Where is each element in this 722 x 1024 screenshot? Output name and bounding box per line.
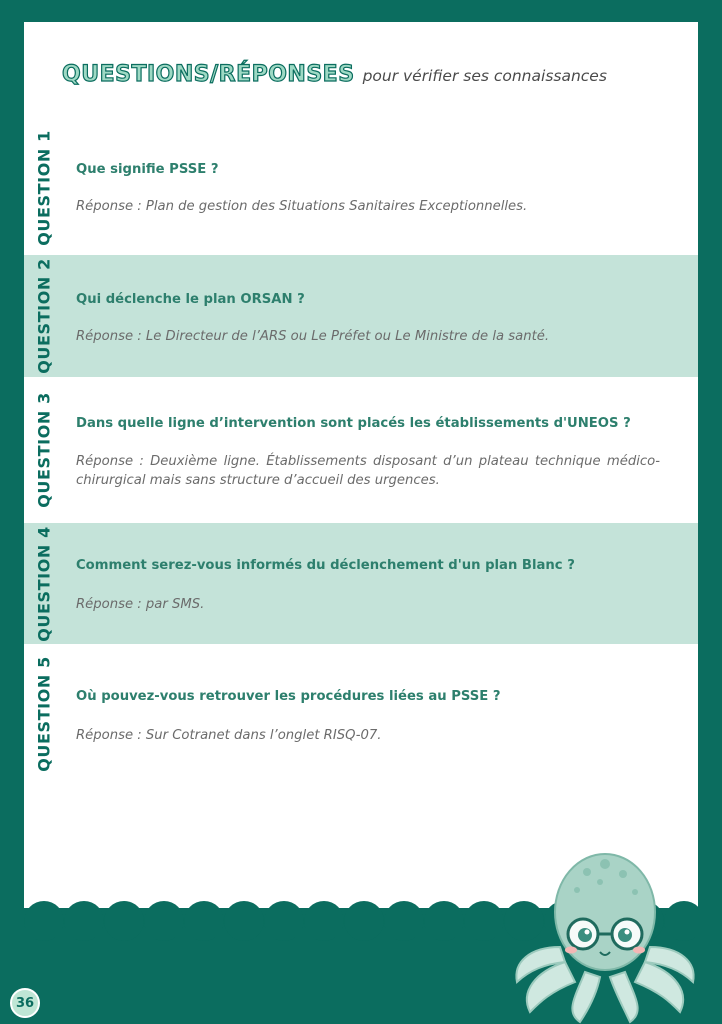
question-text-4: Comment serez-vous informés du déclenchement d'un plan Blanc ? (76, 558, 575, 573)
question-text-1: Que signifie PSSE ? (76, 162, 219, 177)
question-label-4: QUESTION 4 (34, 525, 54, 642)
page-number-badge (10, 988, 40, 1018)
question-label-3: QUESTION 3 (34, 392, 54, 508)
page-number: 36 (15, 995, 35, 1011)
page-header (62, 62, 682, 87)
question-label-5: QUESTION 5 (34, 656, 54, 772)
question-text-3: Dans quelle ligne d’intervention sont placés les établissements d'UNEOS ? (76, 416, 631, 431)
question-label-1: QUESTION 1 (34, 129, 54, 246)
answer-text-3: Réponse : Deuxième ligne. Établissements disposant d’un plateau technique médico-chirurgical mais sans structure d’accueil des urgences. (76, 454, 660, 488)
octopus-mascot-icon (505, 842, 705, 1024)
page-title: QUESTIONS/RÉPONSES (62, 62, 355, 87)
question-block-5 (24, 644, 698, 784)
question-block-1 (24, 120, 698, 255)
question-text-5: Où pouvez-vous retrouver les procédures liées au PSSE ? (76, 689, 501, 704)
answer-text-1: Réponse : Plan de gestion des Situations Sanitaires Exceptionnelles. (76, 199, 528, 214)
question-block-4 (24, 523, 698, 644)
question-label-2: QUESTION 2 (34, 258, 54, 374)
question-block-3 (24, 377, 698, 523)
question-block-2 (24, 255, 698, 377)
page-sheet (24, 22, 698, 952)
question-text-2: Qui déclenche le plan ORSAN ? (76, 292, 305, 307)
answer-text-2: Réponse : Le Directeur de l’ARS ou Le Préfet ou Le Ministre de la santé. (76, 329, 550, 344)
answer-text-4: Réponse : par SMS. (76, 597, 205, 612)
answer-text-5: Réponse : Sur Cotranet dans l’onglet RISQ-07. (76, 728, 382, 743)
page-subtitle: pour vérifier ses connaissances (362, 67, 607, 85)
